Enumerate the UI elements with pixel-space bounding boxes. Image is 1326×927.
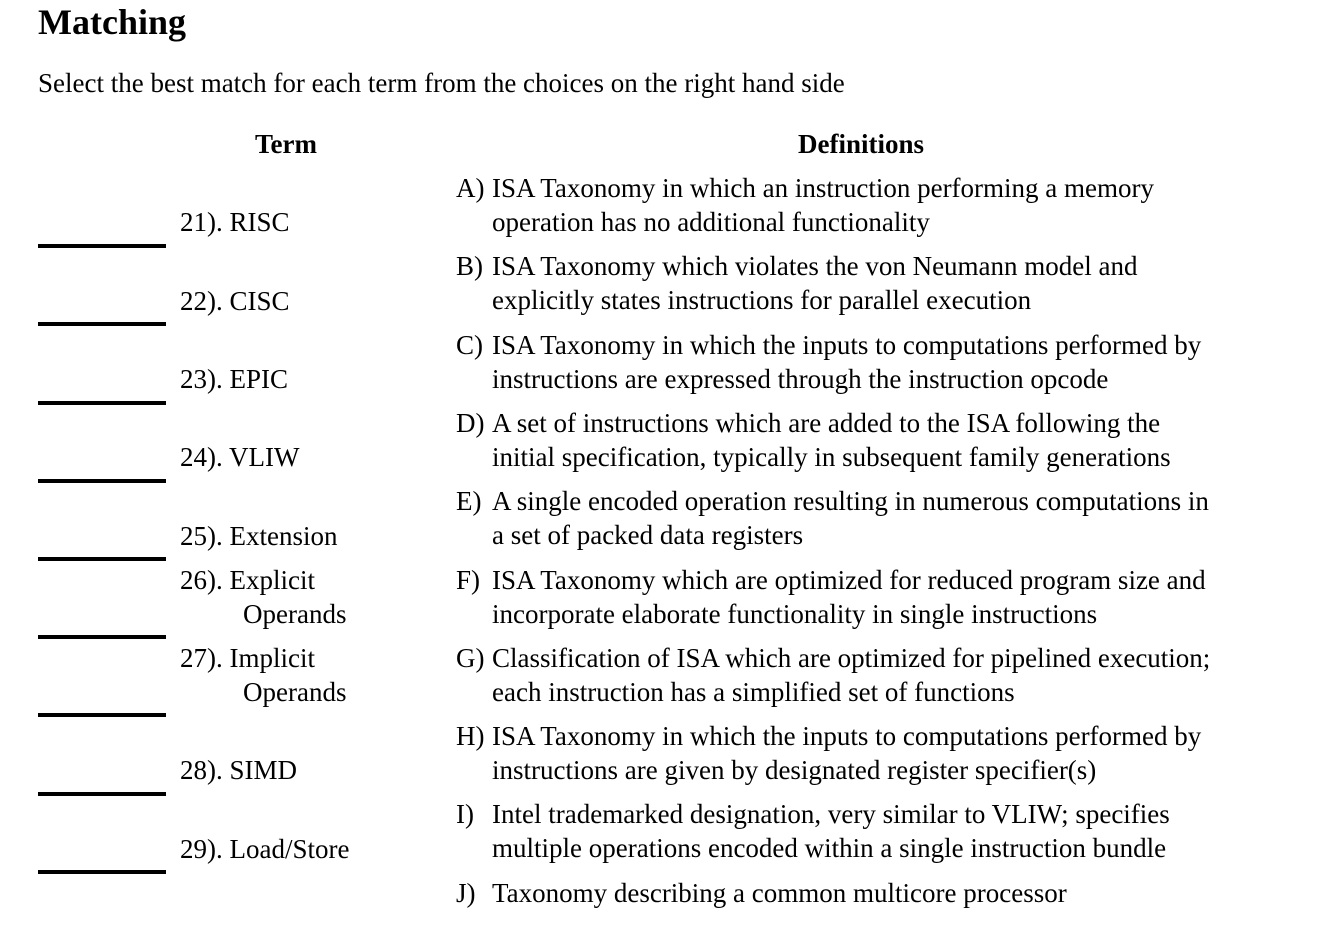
definition-letter: I) <box>456 799 474 829</box>
definition-text: ISA Taxonomy in which the inputs to computations performed by <box>492 330 1202 360</box>
answer-blank-22[interactable] <box>38 322 166 326</box>
definition-letter: F) <box>456 565 481 595</box>
definition-text: incorporate elaborate functionality in single instructions <box>492 599 1098 629</box>
term-label: 28). SIMD <box>180 755 298 785</box>
term-label: 29). Load/Store <box>180 834 350 864</box>
definition-text: explicitly states instructions for parallel execution <box>492 285 1032 315</box>
answer-blank-24[interactable] <box>38 479 166 483</box>
definition-item <box>456 641 1286 709</box>
answer-blank-23[interactable] <box>38 401 166 405</box>
term-item <box>180 563 346 631</box>
definition-item <box>456 484 1286 552</box>
term-item <box>180 753 297 787</box>
term-item <box>180 641 346 709</box>
term-label-continued: Operands <box>243 599 347 629</box>
answer-blank-26[interactable] <box>38 635 166 639</box>
term-label: 27). Implicit <box>180 643 315 673</box>
definition-text: ISA Taxonomy in which the inputs to computations performed by <box>492 721 1202 751</box>
term-label: 23). EPIC <box>180 364 288 394</box>
term-label: 24). VLIW <box>180 442 300 472</box>
term-label-continued: Operands <box>243 677 347 707</box>
definition-text: initial specification, typically in subsequent family generations <box>492 442 1171 472</box>
answer-blank-28[interactable] <box>38 792 166 796</box>
definition-text: a set of packed data registers <box>492 520 804 550</box>
definition-letter: D) <box>456 408 485 438</box>
definition-text: A set of instructions which are added to the ISA following the <box>492 408 1161 438</box>
definition-text: Intel trademarked designation, very similar to VLIW; specifies <box>492 799 1170 829</box>
definition-letter: B) <box>456 251 483 281</box>
definition-text: instructions are given by designated register specifier(s) <box>492 755 1097 785</box>
definition-item <box>456 876 1286 910</box>
term-item <box>180 362 288 396</box>
term-item <box>180 519 337 553</box>
definition-item <box>456 328 1286 396</box>
definition-item <box>456 797 1286 865</box>
term-item <box>180 440 299 474</box>
definition-item <box>456 719 1286 787</box>
definition-letter: C) <box>456 330 483 360</box>
term-label: 25). Extension <box>180 521 338 551</box>
term-column-header: Term <box>255 129 317 159</box>
definition-letter: H) <box>456 721 485 751</box>
term-item <box>180 832 349 866</box>
definition-text: each instruction has a simplified set of functions <box>492 677 1015 707</box>
definition-text: instructions are expressed through the instruction opcode <box>492 364 1109 394</box>
definition-letter: J) <box>456 878 476 908</box>
definition-text: Classification of ISA which are optimized for pipelined execution; <box>492 643 1211 673</box>
answer-blank-27[interactable] <box>38 713 166 717</box>
definition-text: ISA Taxonomy which violates the von Neumann model and <box>492 251 1138 281</box>
definition-letter: A) <box>456 173 485 203</box>
definition-text: multiple operations encoded within a single instruction bundle <box>492 833 1167 863</box>
definition-letter: E) <box>456 486 482 516</box>
definition-item <box>456 406 1286 474</box>
instructions: Select the best match for each term from the choices on the right hand side <box>38 68 845 98</box>
term-item <box>180 284 290 318</box>
definition-item <box>456 171 1286 239</box>
answer-blank-21[interactable] <box>38 244 166 248</box>
definition-text: operation has no additional functionality <box>492 207 930 237</box>
definition-text: ISA Taxonomy which are optimized for reduced program size and <box>492 565 1206 595</box>
answer-blank-29[interactable] <box>38 870 166 874</box>
page-title: Matching <box>38 2 186 42</box>
term-item <box>180 205 290 239</box>
definition-text: ISA Taxonomy in which an instruction performing a memory <box>492 173 1155 203</box>
definitions-column-header: Definitions <box>798 129 925 159</box>
definition-text: A single encoded operation resulting in numerous computations in <box>492 486 1209 516</box>
definition-text: Taxonomy describing a common multicore processor <box>492 878 1067 908</box>
answer-blank-25[interactable] <box>38 557 166 561</box>
term-label: 21). RISC <box>180 207 290 237</box>
term-label: 22). CISC <box>180 286 290 316</box>
definition-letter: G) <box>456 643 485 673</box>
definition-item <box>456 563 1286 631</box>
definition-item <box>456 249 1286 317</box>
term-label: 26). Explicit <box>180 565 315 595</box>
